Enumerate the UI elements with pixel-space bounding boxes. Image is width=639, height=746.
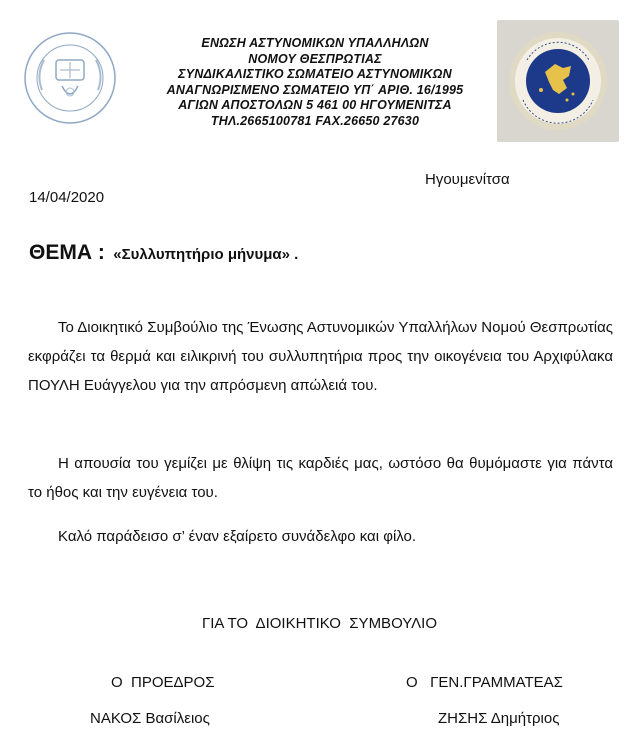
letterhead-line: ΤΗΛ.2665100781 FAX.26650 27630 bbox=[210, 113, 420, 128]
letter-date: 14/04/2020 bbox=[29, 189, 105, 206]
president-role: Ο ΠΡΟΕΔΡΟΣ bbox=[111, 674, 215, 691]
union-emblem-logo bbox=[22, 30, 118, 126]
letter-city: Ηγουμενίτσα bbox=[425, 171, 510, 188]
letterhead bbox=[130, 36, 500, 129]
union-emblem-icon bbox=[22, 30, 118, 126]
federation-badge-icon bbox=[497, 20, 619, 142]
letter-subject bbox=[29, 241, 298, 265]
body-paragraph: Καλό παράδεισο σ’ έναν εξαίρετο συνάδελφο και φίλο. bbox=[58, 528, 417, 545]
letterhead-line: ΝΟΜΟΥ ΘΕΣΠΡΩΤΙΑΣ bbox=[248, 51, 382, 66]
letterhead-line: ΕΝΩΣΗ ΑΣΤΥΝΟΜΙΚΩΝ ΥΠΑΛΛΗΛΩΝ bbox=[201, 36, 429, 50]
federation-badge-logo bbox=[497, 20, 619, 142]
letterhead-line: ΑΓΙΩΝ ΑΠΟΣΤΟΛΩΝ 5 461 00 ΗΓΟΥΜΕΝΙΤΣΑ bbox=[178, 98, 452, 112]
secretary-role: Ο ΓΕΝ.ΓΡΑΜΜΑΤΕΑΣ bbox=[406, 674, 563, 691]
body-paragraph: Η απουσία του γεμίζει με θλίψη τις καρδιές μας, ωστόσο θα θυμόμαστε για πάντα το ήθος και την ευγένεια του. bbox=[28, 455, 613, 501]
letterhead-line: ΑΝΑΓΝΩΡΙΣΜΕΝΟ ΣΩΜΑΤΕΙΟ ΥΠ΄ ΑΡΙΘ. 16/1995 bbox=[166, 82, 464, 97]
board-heading: ΓΙΑ ΤΟ ΔΙΟΙΚΗΤΙΚΟ ΣΥΜΒΟΥΛΙΟ bbox=[201, 615, 437, 632]
subject-value: «Συλλυπητήριο μήνυμα» . bbox=[113, 246, 299, 263]
letterhead-line: ΣΥΝΔΙΚΑΛΙΣΤΙΚΟ ΣΩΜΑΤΕΙΟ ΑΣΤΥΝΟΜΙΚΩΝ bbox=[178, 67, 452, 81]
president-name: ΝΑΚΟΣ Βασίλειος bbox=[90, 710, 210, 727]
body-paragraph: Το Διοικητικό Συμβούλιο της Ένωσης Αστυνομικών Υπαλλήλων Νομού Θεσπρωτίας εκφράζει τα θερμά και ειλικρινή του συλλυπητήρια προς την οικογένεια του Αρχιφύλακα ΠΟΥΛΗ Ευάγγελου για την απρόσμενη απώλειά του. bbox=[28, 319, 613, 394]
secretary-name: ΖΗΣΗΣ Δημήτριος bbox=[438, 710, 560, 727]
subject-label: ΘΕΜΑ : bbox=[29, 241, 105, 264]
